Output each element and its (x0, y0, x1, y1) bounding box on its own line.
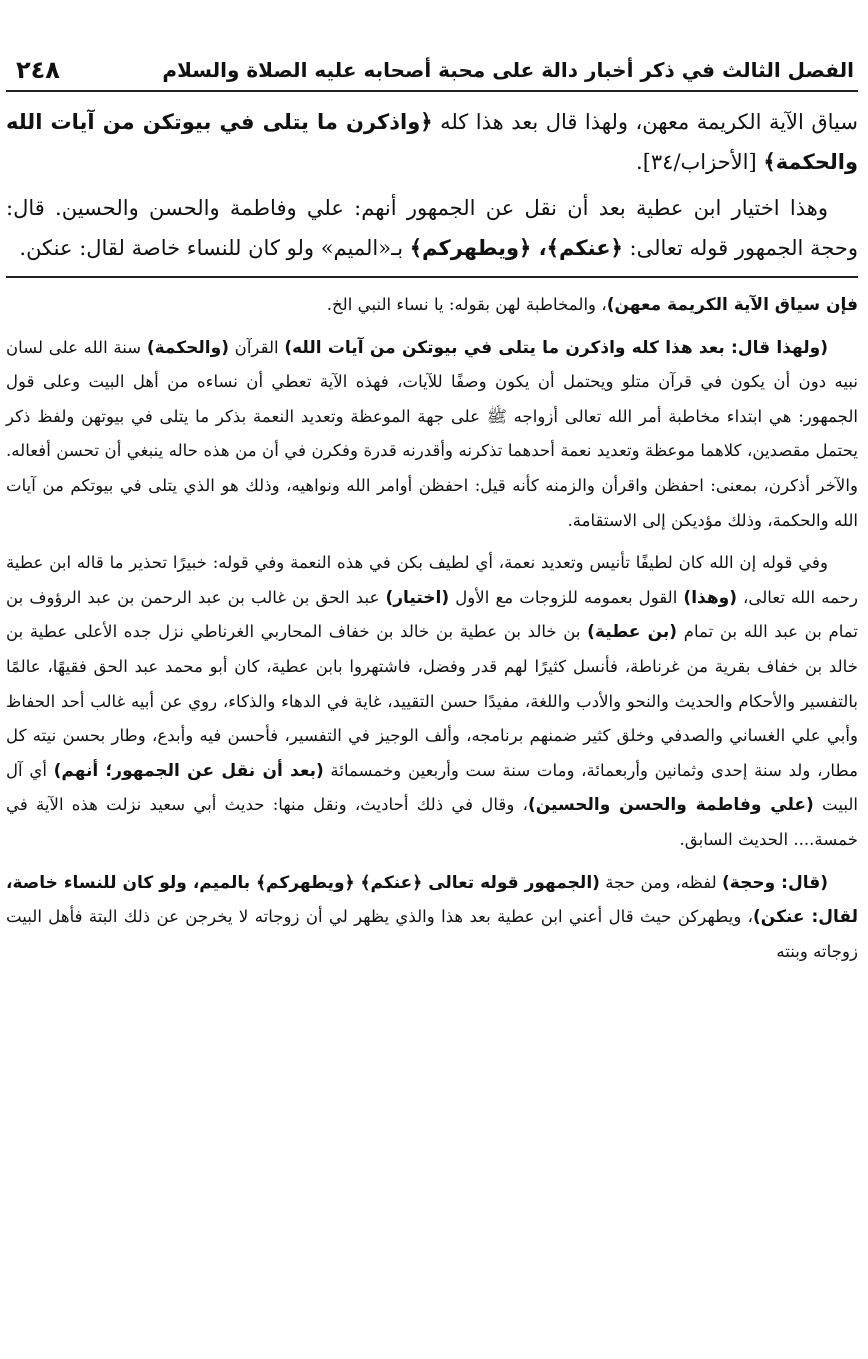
commentary (6, 288, 858, 969)
text-run: عبد الحق بن غالب بن عبد الرحمن بن عبد الرؤوف بن تمام بن عبد الله بن تمام (6, 587, 859, 642)
quoted-text: (بعد أن نقل عن الجمهور؛ أنهم) (53, 760, 324, 781)
text-run: لفظه، ومن حجة (599, 872, 723, 892)
commentary-paragraph (6, 331, 858, 539)
quoted-text: (الجمهور قوله تعالى ﴿عنكم﴾ ﴿ويطهركم﴾ بالميم، ولو كان للنساء خاصة، لقال: عنكن) (6, 872, 858, 928)
text-run: القول بعمومه للزوجات مع الأول (449, 587, 684, 607)
main-paragraph (6, 102, 858, 182)
quoted-text: (قال: وحجة) (722, 872, 829, 893)
text-run: سياق الآية الكريمة معهن، ولهذا قال بعد هذا كله (432, 110, 858, 134)
text-run: القرآن (228, 337, 285, 357)
text-run: ، والمخاطبة لهن بقوله: يا نساء النبي الخ. (326, 295, 607, 314)
commentary-paragraph (6, 288, 858, 323)
main-paragraph (6, 188, 858, 268)
text-run: أي آل البيت (6, 760, 859, 815)
quoted-text: (والحكمة) (146, 337, 229, 358)
text-run: بن خالد بن عطية بن خالد بن خفاف المحاربي الغرناطي نزل جده الأعلى عطية بن خالد بن خفاف بقرية من غرناطة، فأنسل كثيرًا لهم قدر وفضل، فاشتهروا بابن عطية، كان أبو محمد عبد الحق فقيهًا، عالمًا بالتفسير والأحكام والحديث والنحو والأدب واللغة، مفيدًا حسن التقييد، غاية في الدهاء والذكاء، روي عن أبيه غالب أحد الحفاظ وأبي علي الغساني والصدفي وخلق كثير ضمنهم برنامجه، وألف الوجيز في التفسير، فأحسن فيه وأبدع، وطار بحسن نيته كل مطار، ولد سنة إحدى وثمانين وأربعمائة، ومات سنة ست وأربعين وخمسمائة (6, 622, 858, 780)
commentary-paragraph (6, 866, 858, 970)
divider-line (6, 276, 858, 278)
text-run: وهذا اختيار ابن عطية بعد أن نقل عن الجمهور أنهم: علي وفاطمة والحسن والحسين. قال: وحجة الجمهور قوله تعالى: (6, 196, 858, 260)
quoted-text: فإن سياق الآية الكريمة معهن) (606, 295, 858, 315)
book-page (6, 50, 858, 977)
text-run: وفي قوله إن الله كان لطيفًا تأنيس وتعديد نعمة، أي لطيف بكن في هذه النعمة وفي قوله: خبيرًا تحذير ما قاله ابن عطية رحمه الله تعالى، (6, 553, 858, 607)
text-run: ، وقال في ذلك أحاديث، ونقل منها: حديث أبي سعيد نزلت هذه الآية في خمسة.... الحديث السابق. (6, 795, 858, 849)
quran-verse: ﴿عنكم﴾، ﴿ويطهركم﴾ (409, 236, 623, 260)
quoted-text: (بن عطية) (587, 622, 678, 643)
quoted-text: (اختيار) (385, 587, 450, 608)
quoted-text: (ولهذا قال: بعد هذا كله واذكرن ما يتلى في بيوتكن من آيات الله) (284, 337, 828, 358)
text-run: بـ«الميم» ولو كان للنساء خاصة لقال: عنكن. (19, 236, 410, 260)
text-run: [الأحزاب/٣٤]. (636, 150, 764, 174)
quran-verse: ﴿واذكرن ما يتلى في بيوتكن من آيات الله والحكمة﴾ (6, 110, 858, 174)
text-run: سنة الله على لسان نبيه دون أن يكون في قرآن متلو ويحتمل أن يكون وصفًا للآيات، فهذه الآية تعطي أن نساءه من أهل البيت وعلى قول الجمهور: هي ابتداء مخاطبة أمر الله تعالى أزواجه ﷺ على جهة الموعظة وتعديد النعمة بذكر ما يتلى في بيوتهن ولفظ ذكر يحتمل مقصدين، كلاهما موعظة وتعديد نعمة أحدهما تذكرنه وأقدرنه قدرة وفكرن في أن من هذه حاله ينبغي أن تحسن أفعاله. والآخر أذكرن، بمعنى: احفظن واقرأن والزمنه كأنه قيل: احفظن أوامر الله ونواهيه، وذلك هو الذي يتلى في بيوتكم من آيات الله والحكمة، وذلك مؤديكن إلى الاستقامة. (6, 337, 858, 530)
quoted-text: (وهذا) (683, 587, 737, 608)
page-header (6, 50, 858, 92)
main-text (6, 102, 858, 268)
commentary-paragraph (6, 546, 858, 857)
quoted-text: (علي وفاطمة والحسن والحسين) (527, 795, 814, 816)
text-run: ، ويطهركن حيث قال أعني ابن عطية بعد هذا والذي يظهر لي أن زوجاته لا يخرجن عن ذلك البتة فأهل البيت زوجاته وبنته (6, 907, 858, 961)
page-number: ٢٤٨ (16, 56, 60, 84)
chapter-title: الفصل الثالث في ذكر أخبار دالة على محبة أصحابه عليه الصلاة والسلام (162, 58, 854, 82)
